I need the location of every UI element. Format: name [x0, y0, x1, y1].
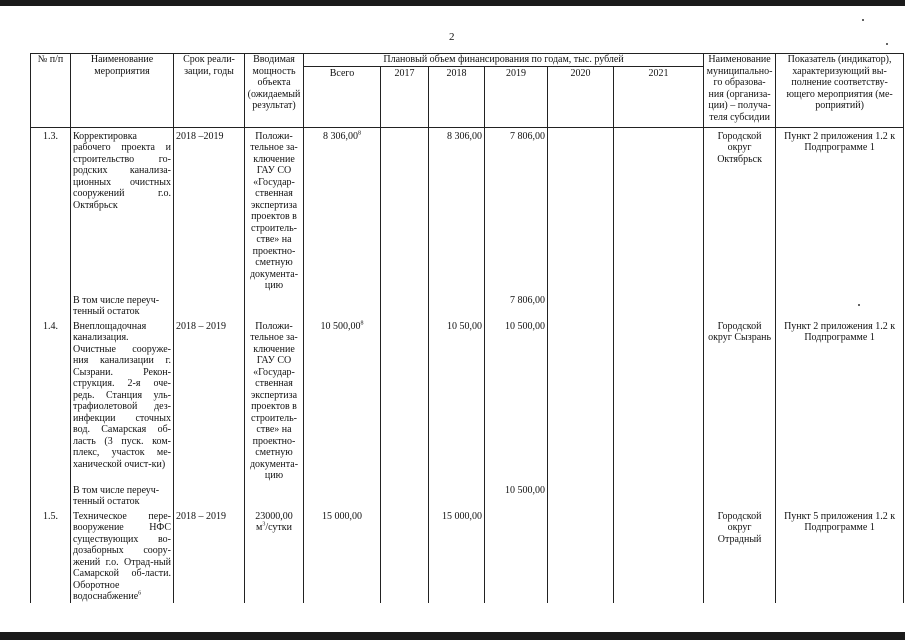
financing-table: [30, 53, 904, 603]
row-2020: [548, 318, 614, 482]
footnote-mark: 8: [358, 130, 361, 137]
row-term: 2018 – 2019: [174, 318, 245, 482]
header-year-2021: 2021: [614, 66, 704, 127]
row-indicator: Пункт 2 приложения 1.2 к Подпрограмме 1: [776, 127, 904, 292]
row-total: 15 000,00: [304, 508, 381, 603]
capacity-unit: м: [256, 522, 263, 533]
row-2020: [548, 508, 614, 603]
subrow-2019: 7 806,00: [485, 292, 548, 318]
table-subrow: [31, 292, 904, 318]
row-2018: 10 50,00: [429, 318, 485, 482]
row-num: 1.5.: [31, 508, 71, 603]
row-indicator: Пункт 2 приложения 1.2 к Подпрограмме 1: [776, 318, 904, 482]
row-2017: [381, 127, 429, 292]
row-2017: [381, 508, 429, 603]
capacity-unit-rest: /сутки: [265, 522, 292, 533]
row-2018: 8 306,00: [429, 127, 485, 292]
header-year-2017: 2017: [381, 66, 429, 127]
row-2021: [614, 508, 704, 603]
row-total: [304, 318, 381, 482]
row-2019: 10 500,00: [485, 318, 548, 482]
subrow-2019: 10 500,00: [485, 482, 548, 508]
row-name: Корректировка рабочего проекта и строительство го-родских канализа-ционных очистных сооружений г.о. Октябрьск: [71, 127, 174, 292]
header-name: Наименование мероприятия: [71, 54, 174, 128]
row-2021: [614, 127, 704, 292]
table-row: [31, 508, 904, 603]
header-recipient: Наименование муниципально-го образова-ния (организа-ции) – получа-теля субсидии: [704, 54, 776, 128]
row-name: [71, 508, 174, 603]
row-2018: 15 000,00: [429, 508, 485, 603]
row-capacity: [245, 508, 304, 603]
page-number: 2: [449, 31, 455, 43]
row-term: 2018 –2019: [174, 127, 245, 292]
row-2019: 7 806,00: [485, 127, 548, 292]
row-total: [304, 127, 381, 292]
row-name: Внеплощадочная канализация. Очистные сооруже-ния канализации г. Сызрани. Рекон-струкция. 2-я оче-редь. Станция уль-трафиолетовой дез-инфекции сточных вод. Самарская об-ласть (3 пуск. ком-плекс, участок ме-ханической очист-ки): [71, 318, 174, 482]
row-indicator: Пункт 5 приложения 1.2 к Подпрограмме 1: [776, 508, 904, 603]
total-value: 8 306,00: [323, 130, 358, 142]
name-text: Техническое пере-вооружение НФС существующих во-дозаборных соору-жений г.о. Отрад-ный Самарской об-ласти. Оборотное водоснабжение: [73, 510, 171, 602]
table-row: [31, 127, 904, 292]
header-indicator: Показатель (индикатор), характеризующий вы-полнение соответству-ющего мероприятия (ме-роприятий): [776, 54, 904, 128]
row-capacity: Положи-тельное за-ключение ГАУ СО «Государ-ственная экспертиза проектов в строитель-стве» на проектно-сметную документа-цию: [245, 127, 304, 292]
scan-speck: [886, 43, 888, 45]
total-value: 10 500,00: [320, 320, 361, 332]
header-year-2019: 2019: [485, 66, 548, 127]
row-recipient: Городской округ Октябрьск: [704, 127, 776, 292]
row-num: 1.4.: [31, 318, 71, 482]
header-year-2018: 2018: [429, 66, 485, 127]
scan-speck: [862, 19, 864, 21]
row-2019: [485, 508, 548, 603]
bottom-border-bar: [0, 632, 905, 640]
row-2017: [381, 318, 429, 482]
row-recipient: Городской округ Отрадный: [704, 508, 776, 603]
top-border-bar: [0, 0, 905, 6]
row-num: 1.3.: [31, 127, 71, 292]
row-term: 2018 – 2019: [174, 508, 245, 603]
row-capacity: Положи-тельное за-ключение ГАУ СО «Государ-ственная экспертиза проектов в строитель-стве» на проектно-сметную документа-цию: [245, 318, 304, 482]
header-term: Срок реали-зации, годы: [174, 54, 245, 128]
footnote-mark: 6: [138, 590, 142, 597]
header-num: № п/п: [31, 54, 71, 128]
subrow-label: В том числе переуч-тенный остаток: [71, 292, 174, 318]
header-year-2020: 2020: [548, 66, 614, 127]
unit-exponent: 3: [262, 521, 266, 528]
row-2021: [614, 318, 704, 482]
row-2020: [548, 127, 614, 292]
capacity-value: 23000,00: [255, 510, 293, 522]
header-total: Всего: [304, 66, 381, 127]
header-capacity: Вводимая мощность объекта (ожидаемый результат): [245, 54, 304, 128]
table-subrow: [31, 482, 904, 508]
subrow-label: В том числе переуч-тенный остаток: [71, 482, 174, 508]
header-financing-group: Плановый объем финансирования по годам, тыс. рублей: [304, 54, 704, 67]
footnote-mark: 8: [360, 320, 364, 327]
row-recipient: Городской округ Сызрань: [704, 318, 776, 482]
table-row: [31, 318, 904, 482]
